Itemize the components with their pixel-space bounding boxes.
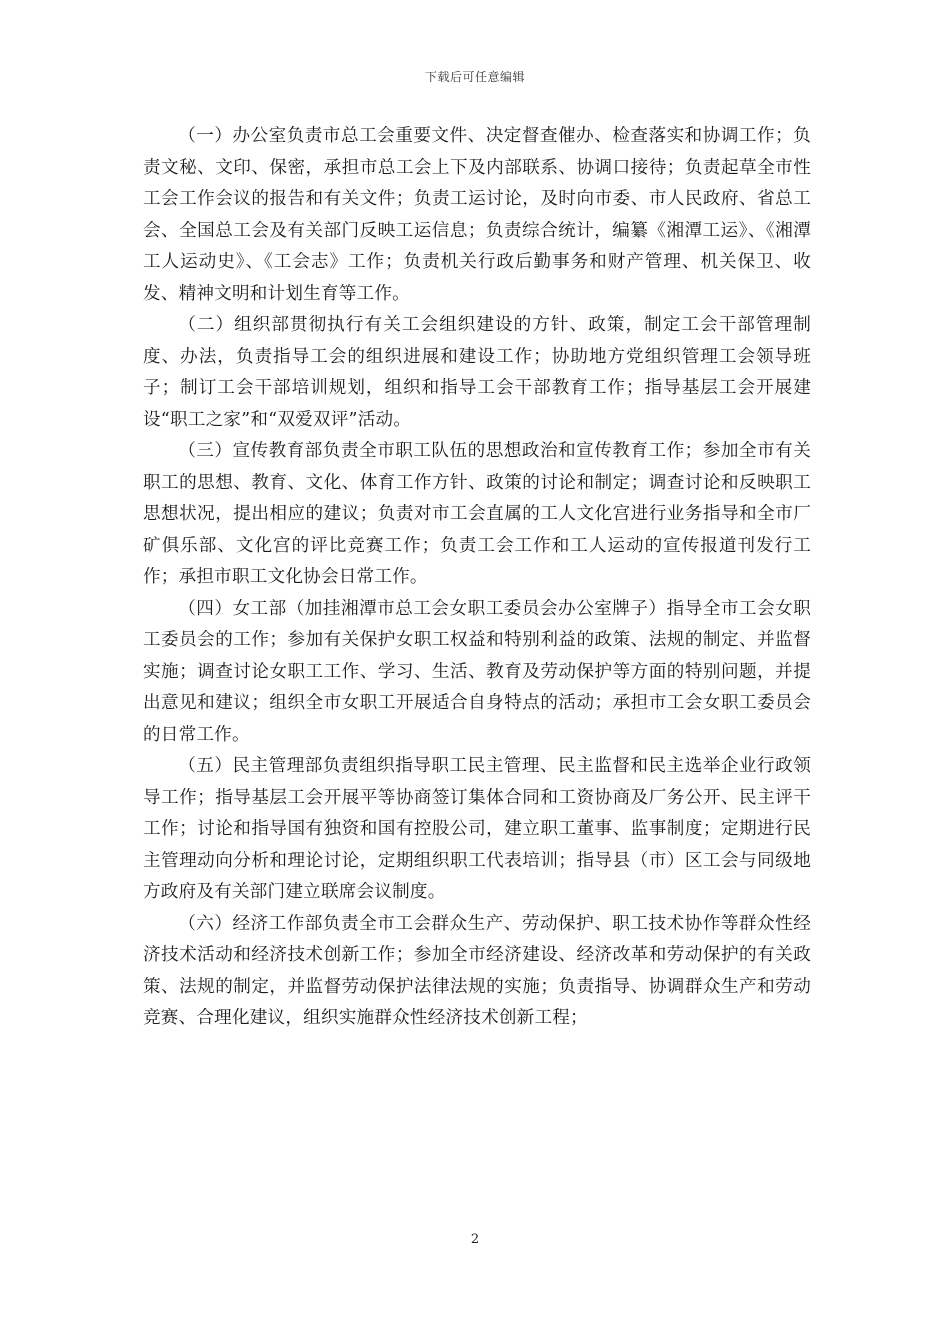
paragraph-democratic-management: （五）民主管理部负责组织指导职工民主管理、民主监督和民主选举企业行政领导工作；指导基层工会开展平等协商签订集体合同和工资协商及厂务公开、民主评干工作；讨论和指导国有独资和国有控股公司，建立职工董事、监事制度；定期进行民主管理动向分析和理论讨论，定期组织职工代表培训；指导县（市）区工会与同级地方政府及有关部门建立联席会议制度。	[143, 756, 811, 902]
paragraph-office: （一）办公室负责市总工会重要文件、决定督查催办、检查落实和协调工作；负责文秘、文印、保密，承担市总工会上下及内部联系、协调口接待；负责起草全市性工会工作会议的报告和有关文件；负责工运讨论，及时向市委、市人民政府、省总工会、全国总工会及有关部门反映工运信息；负责综合统计，编纂《湘潭工运》、《湘潭工人运动史》、《工会志》工作；负责机关行政后勤事务和财产管理、机关保卫、收发、精神文明和计划生育等工作。	[143, 126, 811, 304]
paragraph-organization: （二）组织部贯彻执行有关工会组织建设的方针、政策，制定工会干部管理制度、办法，负责指导工会的组织进展和建设工作；协助地方党组织管理工会领导班子；制订工会干部培训规划，组织和指导工会干部教育工作；指导基层工会开展建设“职工之家”和“双爱双评”活动。	[143, 315, 811, 430]
paragraph-women-workers: （四）女工部（加挂湘潭市总工会女职工委员会办公室牌子）指导全市工会女职工委员会的工作；参加有关保护女职工权益和特别利益的政策、法规的制定、并监督实施；调查讨论女职工工作、学习、生活、教育及劳动保护等方面的特别问题，并提出意见和建议；组织全市女职工开展适合自身特点的活动；承担市工会女职工委员会的日常工作。	[143, 598, 811, 745]
paragraph-economic-work: （六）经济工作部负责全市工会群众生产、劳动保护、职工技术协作等群众性经济技术活动和经济技术创新工作；参加全市经济建设、经济改革和劳动保护的有关政策、法规的制定，并监督劳动保护法律法规的实施；负责指导、协调群众生产和劳动竞赛、合理化建议，组织实施群众性经济技术创新工程；	[143, 913, 811, 1028]
page-number: 2	[470, 1232, 480, 1247]
document-body	[143, 121, 811, 1035]
page-header: 下载后可任意编辑	[424, 70, 525, 84]
paragraph-propaganda: （三）宣传教育部负责全市职工队伍的思想政治和宣传教育工作；参加全市有关职工的思想、教育、文化、体育工作方针、政策的讨论和制定；调查讨论和反映职工思想状况，提出相应的建议；负责对市工会直属的工人文化宫进行业务指导和全市厂矿俱乐部、文化宫的评比竞赛工作；负责工会工作和工人运动的宣传报道刊发行工作；承担市职工文化协会日常工作。	[143, 441, 811, 587]
